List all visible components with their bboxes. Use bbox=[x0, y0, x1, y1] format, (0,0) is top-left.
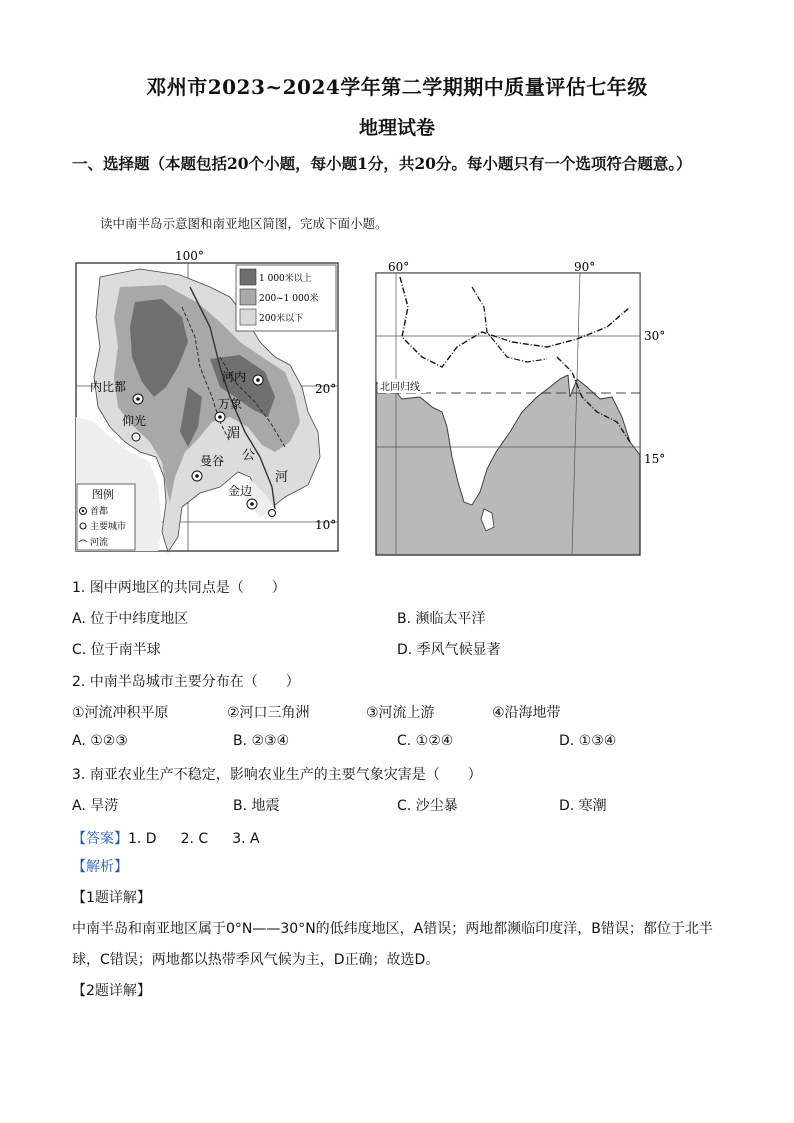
legend-capital: 首都 bbox=[90, 507, 109, 517]
q2-option-c: C. ①②④ bbox=[397, 733, 454, 749]
lat-15: 15° bbox=[644, 452, 666, 466]
tropic-of-cancer-label: 北回归线 bbox=[380, 382, 420, 393]
lat-10: 10° bbox=[315, 518, 337, 532]
q1-option-a: A. 位于中纬度地区 bbox=[72, 611, 189, 627]
q3-option-d: D. 寒潮 bbox=[559, 798, 607, 814]
city-hanoi: 河内 bbox=[222, 370, 247, 384]
city-phnompenh: 金边 bbox=[228, 484, 253, 498]
answer-2: 2. C bbox=[180, 831, 209, 847]
river-char-1: 湄 bbox=[227, 426, 241, 441]
lat-20: 20° bbox=[315, 382, 337, 396]
q1-option-b: B. 濒临太平洋 bbox=[397, 611, 486, 627]
q3-option-c: C. 沙尘暴 bbox=[397, 798, 458, 814]
legend-title: 图例 bbox=[92, 488, 114, 501]
q2-option-b: B. ②③④ bbox=[233, 733, 290, 749]
lat-30: 30° bbox=[644, 329, 666, 343]
q2-item-2: ②河口三角洲 bbox=[227, 705, 310, 721]
city-vientiane: 万象 bbox=[218, 397, 243, 411]
legend-river: 河流 bbox=[90, 538, 109, 548]
lon-100: 100° bbox=[175, 249, 204, 263]
page-subtitle: 地理试卷 bbox=[358, 117, 435, 139]
section-heading: 一、选择题（本题包括20个小题，每小题1分，共20分。每小题只有一个选项符合题意。） bbox=[72, 154, 692, 173]
analysis-label: 【解析】 bbox=[72, 859, 128, 875]
city-bangkok: 曼谷 bbox=[200, 454, 225, 468]
q1-option-c: C. 位于南半球 bbox=[72, 642, 161, 658]
question-1-stem: 1. 图中两地区的共同点是（ ） bbox=[72, 580, 286, 596]
detail-1-text: 中南半岛和南亚地区属于0°N——30°N的低纬度地区，A错误；两地都濒临印度洋，B错误；都位于北半球，C错误；两地都以热带季风气候为主，D正确；故选D。 bbox=[72, 921, 713, 968]
south-asia-map bbox=[372, 247, 672, 557]
legend-high: 1 000米以上 bbox=[259, 274, 312, 284]
q2-item-4: ④沿海地带 bbox=[492, 705, 561, 721]
q1-option-d: D. 季风气候显著 bbox=[397, 642, 501, 658]
city-naypyidaw: 内比都 bbox=[90, 380, 127, 394]
question-3-stem: 3. 南亚农业生产不稳定，影响农业生产的主要气象灾害是（ ） bbox=[72, 767, 482, 783]
q2-item-3: ③河流上游 bbox=[366, 705, 435, 721]
answer-1: 1. D bbox=[128, 831, 157, 847]
legend-city: 主要城市 bbox=[90, 522, 127, 532]
q2-option-a: A. ①②③ bbox=[72, 733, 128, 749]
section-intro: 读中南半岛示意图和南亚地区简图，完成下面小题。 bbox=[100, 216, 388, 231]
river-char-3: 河 bbox=[275, 470, 289, 485]
answer-label: 【答案】 bbox=[72, 831, 128, 847]
q2-option-d: D. ①③④ bbox=[559, 733, 617, 749]
legend-mid: 200~1 000米 bbox=[259, 294, 319, 304]
detail-1-label: 【1题详解】 bbox=[72, 890, 151, 906]
lon-60: 60° bbox=[388, 260, 410, 274]
q3-option-a: A. 旱涝 bbox=[72, 798, 119, 814]
q3-option-b: B. 地震 bbox=[233, 798, 280, 814]
indochina-map bbox=[70, 247, 345, 557]
legend-low: 200米以下 bbox=[259, 314, 304, 324]
answer-line bbox=[72, 828, 284, 848]
river-char-2: 公 bbox=[242, 448, 256, 463]
city-yangon: 仰光 bbox=[122, 414, 147, 428]
question-2-stem: 2. 中南半岛城市主要分布在（ ） bbox=[72, 674, 300, 690]
answer-3: 3. A bbox=[232, 831, 260, 847]
detail-2-label: 【2题详解】 bbox=[72, 983, 151, 999]
lon-90: 90° bbox=[574, 260, 596, 274]
page-title: 邓州市2023~2024学年第二学期期中质量评估七年级 bbox=[146, 75, 648, 99]
q2-item-1: ①河流冲积平原 bbox=[72, 705, 169, 721]
